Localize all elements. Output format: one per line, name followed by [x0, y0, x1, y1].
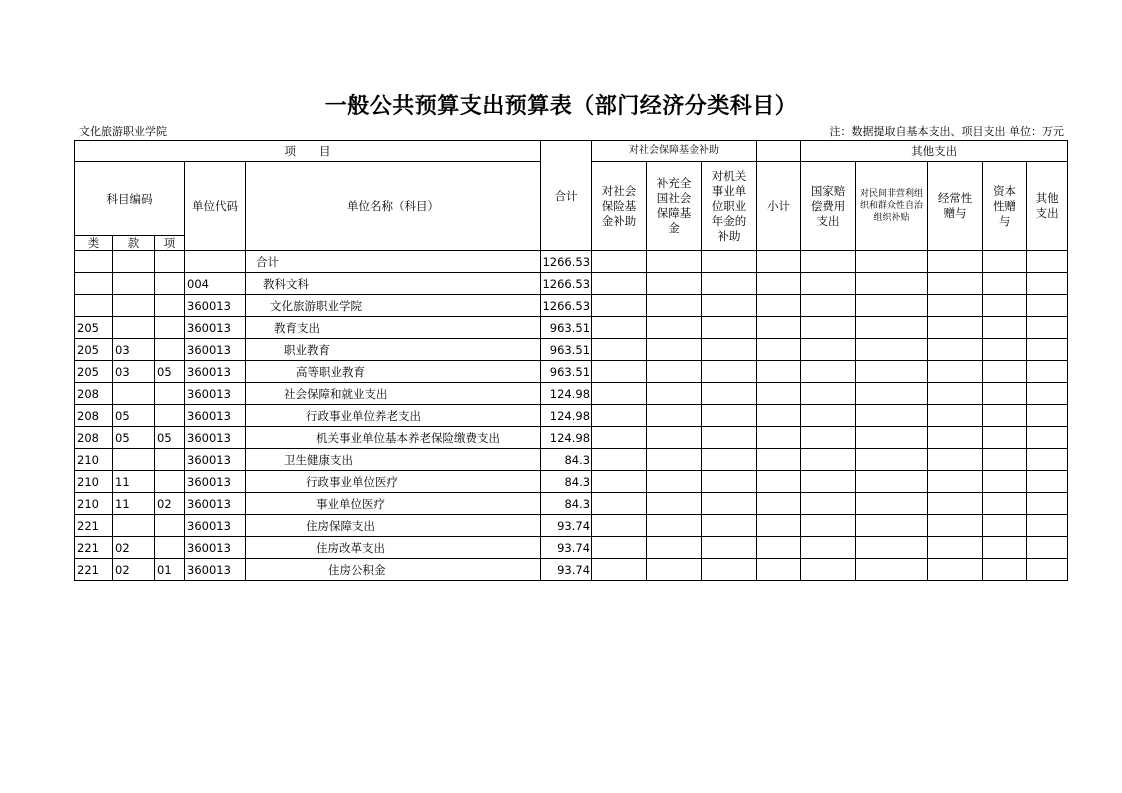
xiang-cell — [155, 537, 185, 559]
empty-cell — [757, 559, 801, 581]
empty-cell — [702, 251, 757, 273]
empty-cell — [928, 383, 983, 405]
empty-cell — [592, 339, 647, 361]
empty-cell — [983, 273, 1027, 295]
unit-name-cell: 行政事业单位养老支出 — [246, 405, 541, 427]
unit-name-cell: 行政事业单位医疗 — [246, 471, 541, 493]
empty-cell — [647, 273, 702, 295]
unit-name-cell: 住房公积金 — [246, 559, 541, 581]
lei-cell: 210 — [75, 449, 113, 471]
unit-code-cell: 360013 — [185, 471, 246, 493]
empty-cell — [702, 427, 757, 449]
empty-cell — [801, 449, 856, 471]
xiang-cell — [155, 317, 185, 339]
oe-capital-gift-header: 资本性赠与 — [983, 162, 1027, 251]
empty-cell — [856, 251, 928, 273]
unit-name-cell: 机关事业单位基本养老保险缴费支出 — [246, 427, 541, 449]
unit-code-cell: 360013 — [185, 559, 246, 581]
xiang-cell: 01 — [155, 559, 185, 581]
empty-cell — [983, 251, 1027, 273]
kuan-cell: 02 — [113, 537, 155, 559]
empty-cell — [592, 317, 647, 339]
empty-cell — [983, 317, 1027, 339]
xiang-cell — [155, 449, 185, 471]
empty-cell — [1027, 515, 1068, 537]
empty-cell — [983, 405, 1027, 427]
table-row — [75, 383, 1068, 405]
unit-code-cell: 360013 — [185, 493, 246, 515]
other-expense-header: 其他支出 — [801, 141, 1068, 162]
xiang-header: 项 — [155, 236, 185, 251]
empty-cell — [702, 515, 757, 537]
empty-cell — [592, 273, 647, 295]
unit-code-cell: 360013 — [185, 405, 246, 427]
total-cell: 124.98 — [541, 383, 592, 405]
empty-cell — [647, 471, 702, 493]
empty-cell — [1027, 559, 1068, 581]
empty-cell — [757, 361, 801, 383]
empty-cell — [592, 537, 647, 559]
empty-cell — [592, 405, 647, 427]
lei-cell: 221 — [75, 559, 113, 581]
empty-cell — [856, 361, 928, 383]
empty-cell — [647, 295, 702, 317]
empty-cell — [856, 449, 928, 471]
empty-cell — [1027, 295, 1068, 317]
total-cell: 1266.53 — [541, 251, 592, 273]
total-cell: 84.3 — [541, 493, 592, 515]
empty-cell — [1027, 383, 1068, 405]
table-row — [75, 471, 1068, 493]
ss-annuity-header: 对机关事业单位职业年金的补助 — [702, 162, 757, 251]
empty-cell — [592, 361, 647, 383]
kuan-cell: 02 — [113, 559, 155, 581]
empty-cell — [801, 471, 856, 493]
empty-cell — [928, 251, 983, 273]
oe-compensation-header: 国家赔偿费用支出 — [801, 162, 856, 251]
empty-cell — [928, 537, 983, 559]
empty-cell — [757, 339, 801, 361]
empty-cell — [1027, 273, 1068, 295]
empty-cell — [757, 449, 801, 471]
empty-cell — [757, 295, 801, 317]
table-row — [75, 427, 1068, 449]
empty-cell — [856, 559, 928, 581]
empty-cell — [647, 515, 702, 537]
total-cell: 124.98 — [541, 405, 592, 427]
xiang-cell — [155, 405, 185, 427]
table-row — [75, 339, 1068, 361]
empty-cell — [757, 317, 801, 339]
empty-cell — [757, 471, 801, 493]
empty-cell — [856, 405, 928, 427]
table-row — [75, 295, 1068, 317]
empty-cell — [928, 427, 983, 449]
unit-name-cell: 住房改革支出 — [246, 537, 541, 559]
empty-cell — [647, 493, 702, 515]
empty-cell — [983, 361, 1027, 383]
table-row — [75, 449, 1068, 471]
xiang-cell: 05 — [155, 361, 185, 383]
unit-code-header: 单位代码 — [185, 162, 246, 251]
empty-cell — [647, 405, 702, 427]
lei-cell: 205 — [75, 361, 113, 383]
empty-cell — [592, 471, 647, 493]
empty-cell — [801, 427, 856, 449]
empty-cell — [1027, 471, 1068, 493]
oe-subsidy-header: 对民间非营利组织和群众性自治组织补贴 — [856, 162, 928, 251]
unit-name-cell: 卫生健康支出 — [246, 449, 541, 471]
empty-cell — [856, 339, 928, 361]
empty-cell — [647, 317, 702, 339]
lei-cell: 210 — [75, 471, 113, 493]
empty-cell — [983, 449, 1027, 471]
empty-cell — [856, 273, 928, 295]
lei-cell: 205 — [75, 317, 113, 339]
empty-cell — [1027, 449, 1068, 471]
empty-cell — [702, 361, 757, 383]
empty-cell — [592, 295, 647, 317]
lei-header: 类 — [75, 236, 113, 251]
empty-cell — [592, 493, 647, 515]
unit-code-cell: 360013 — [185, 537, 246, 559]
total-cell: 963.51 — [541, 317, 592, 339]
total-header: 合计 — [541, 141, 592, 251]
empty-cell — [702, 559, 757, 581]
empty-cell — [1027, 405, 1068, 427]
empty-cell — [757, 427, 801, 449]
oe-recurring-gift-header: 经常性赠与 — [928, 162, 983, 251]
empty-cell — [928, 405, 983, 427]
kuan-cell — [113, 317, 155, 339]
empty-cell — [1027, 317, 1068, 339]
empty-cell — [856, 295, 928, 317]
total-cell: 93.74 — [541, 559, 592, 581]
empty-cell — [592, 515, 647, 537]
lei-cell: 208 — [75, 427, 113, 449]
table-row — [75, 251, 1068, 273]
xiang-cell — [155, 471, 185, 493]
ss-insurance-fund-header: 对社会保险基金补助 — [592, 162, 647, 251]
kuan-cell — [113, 251, 155, 273]
empty-cell — [801, 295, 856, 317]
empty-cell — [702, 405, 757, 427]
kuan-cell — [113, 449, 155, 471]
empty-cell — [801, 537, 856, 559]
total-cell: 1266.53 — [541, 273, 592, 295]
unit-name-header: 单位名称（科目） — [246, 162, 541, 251]
xiang-cell: 05 — [155, 427, 185, 449]
total-cell: 93.74 — [541, 537, 592, 559]
empty-cell — [801, 361, 856, 383]
empty-cell — [801, 251, 856, 273]
empty-cell — [856, 383, 928, 405]
empty-cell — [928, 295, 983, 317]
empty-cell — [983, 471, 1027, 493]
empty-cell — [928, 339, 983, 361]
xiang-cell — [155, 339, 185, 361]
table-row — [75, 273, 1068, 295]
empty-cell — [983, 383, 1027, 405]
empty-cell — [1027, 339, 1068, 361]
unit-code-cell: 360013 — [185, 383, 246, 405]
empty-cell — [702, 537, 757, 559]
total-cell: 1266.53 — [541, 295, 592, 317]
empty-cell — [983, 559, 1027, 581]
empty-cell — [647, 339, 702, 361]
empty-cell — [856, 471, 928, 493]
kuan-cell: 03 — [113, 361, 155, 383]
budget-table — [74, 140, 1068, 581]
xiang-cell — [155, 383, 185, 405]
unit-name-cell: 文化旅游职业学院 — [246, 295, 541, 317]
unit-name-cell: 教育支出 — [246, 317, 541, 339]
empty-cell — [1027, 361, 1068, 383]
empty-cell — [592, 427, 647, 449]
unit-name-cell: 教科文科 — [246, 273, 541, 295]
kuan-cell: 05 — [113, 427, 155, 449]
empty-cell — [801, 317, 856, 339]
empty-cell — [928, 273, 983, 295]
empty-cell — [801, 339, 856, 361]
unit-code-cell: 004 — [185, 273, 246, 295]
empty-cell — [983, 493, 1027, 515]
empty-cell — [702, 383, 757, 405]
kuan-header: 款 — [113, 236, 155, 251]
kuan-cell: 03 — [113, 339, 155, 361]
table-row — [75, 317, 1068, 339]
ss-subtotal-header: 小计 — [757, 162, 801, 251]
empty-cell — [1027, 251, 1068, 273]
empty-cell — [983, 339, 1027, 361]
empty-cell — [647, 361, 702, 383]
empty-cell — [801, 559, 856, 581]
unit-name-cell: 职业教育 — [246, 339, 541, 361]
empty-cell — [801, 405, 856, 427]
empty-cell — [1027, 427, 1068, 449]
empty-cell — [983, 537, 1027, 559]
empty-cell — [647, 449, 702, 471]
empty-cell — [928, 515, 983, 537]
empty-cell — [757, 493, 801, 515]
unit-note: 注：数据提取自基本支出、项目支出 单位：万元 — [829, 125, 1064, 138]
empty-cell — [757, 251, 801, 273]
empty-cell — [592, 251, 647, 273]
kuan-cell — [113, 273, 155, 295]
empty-cell — [647, 537, 702, 559]
empty-cell — [1027, 537, 1068, 559]
empty-cell — [1027, 493, 1068, 515]
lei-cell: 221 — [75, 515, 113, 537]
empty-cell — [801, 383, 856, 405]
empty-cell — [757, 273, 801, 295]
empty-cell — [928, 559, 983, 581]
total-cell: 84.3 — [541, 449, 592, 471]
lei-cell — [75, 251, 113, 273]
empty-cell — [801, 515, 856, 537]
kuan-cell: 11 — [113, 493, 155, 515]
unit-code-cell: 360013 — [185, 449, 246, 471]
kuan-cell — [113, 515, 155, 537]
unit-name-cell: 合计 — [246, 251, 541, 273]
social-security-header: 对社会保障基金补助 — [592, 141, 757, 162]
empty-cell — [702, 493, 757, 515]
kuan-cell: 05 — [113, 405, 155, 427]
unit-code-cell — [185, 251, 246, 273]
unit-name-label: 文化旅游职业学院 — [79, 125, 167, 138]
unit-code-cell: 360013 — [185, 339, 246, 361]
unit-code-cell: 360013 — [185, 427, 246, 449]
xiang-cell — [155, 273, 185, 295]
lei-cell: 208 — [75, 383, 113, 405]
empty-cell — [983, 427, 1027, 449]
total-cell: 124.98 — [541, 427, 592, 449]
empty-cell — [757, 537, 801, 559]
empty-cell — [647, 427, 702, 449]
table-row — [75, 493, 1068, 515]
empty-cell — [928, 493, 983, 515]
table-row — [75, 537, 1068, 559]
empty-cell — [928, 361, 983, 383]
oe-other-header: 其他支出 — [1027, 162, 1068, 251]
empty-cell — [647, 251, 702, 273]
empty-cell — [757, 405, 801, 427]
empty-cell — [856, 427, 928, 449]
lei-cell — [75, 295, 113, 317]
empty-cell — [757, 383, 801, 405]
table-row — [75, 559, 1068, 581]
page-title: 一般公共预算支出预算表（部门经济分类科目） — [324, 94, 798, 119]
empty-cell — [592, 449, 647, 471]
empty-cell — [856, 317, 928, 339]
unit-name-cell: 事业单位医疗 — [246, 493, 541, 515]
kuan-cell — [113, 295, 155, 317]
empty-cell — [702, 295, 757, 317]
lei-cell: 205 — [75, 339, 113, 361]
total-cell: 93.74 — [541, 515, 592, 537]
empty-cell — [856, 537, 928, 559]
unit-code-cell: 360013 — [185, 317, 246, 339]
empty-cell — [702, 339, 757, 361]
empty-cell — [801, 273, 856, 295]
lei-cell: 208 — [75, 405, 113, 427]
empty-cell — [801, 493, 856, 515]
empty-cell — [928, 317, 983, 339]
unit-name-cell: 高等职业教育 — [246, 361, 541, 383]
empty-cell — [592, 559, 647, 581]
xiang-cell — [155, 515, 185, 537]
unit-name-cell: 社会保障和就业支出 — [246, 383, 541, 405]
project-header: 项 目 — [75, 141, 541, 162]
total-cell: 963.51 — [541, 339, 592, 361]
xiang-cell — [155, 251, 185, 273]
unit-code-cell: 360013 — [185, 361, 246, 383]
empty-cell — [647, 383, 702, 405]
subject-code-header: 科目编码 — [75, 162, 185, 236]
unit-code-cell: 360013 — [185, 295, 246, 317]
ss-national-fund-header: 补充全国社会保障基金 — [647, 162, 702, 251]
empty-cell — [856, 493, 928, 515]
total-cell: 84.3 — [541, 471, 592, 493]
lei-cell — [75, 273, 113, 295]
xiang-cell: 02 — [155, 493, 185, 515]
table-row — [75, 405, 1068, 427]
lei-cell: 221 — [75, 537, 113, 559]
kuan-cell: 11 — [113, 471, 155, 493]
kuan-cell — [113, 383, 155, 405]
empty-cell — [702, 449, 757, 471]
empty-cell — [702, 273, 757, 295]
total-cell: 963.51 — [541, 361, 592, 383]
empty-cell — [928, 471, 983, 493]
xiang-cell — [155, 295, 185, 317]
empty-cell — [856, 515, 928, 537]
empty-cell — [983, 295, 1027, 317]
lei-cell: 210 — [75, 493, 113, 515]
unit-name-cell: 住房保障支出 — [246, 515, 541, 537]
empty-cell — [757, 515, 801, 537]
table-row — [75, 361, 1068, 383]
blank-header-cell — [757, 141, 801, 162]
empty-cell — [983, 515, 1027, 537]
empty-cell — [592, 383, 647, 405]
table-row — [75, 515, 1068, 537]
unit-code-cell: 360013 — [185, 515, 246, 537]
empty-cell — [702, 317, 757, 339]
empty-cell — [702, 471, 757, 493]
empty-cell — [928, 449, 983, 471]
empty-cell — [647, 559, 702, 581]
